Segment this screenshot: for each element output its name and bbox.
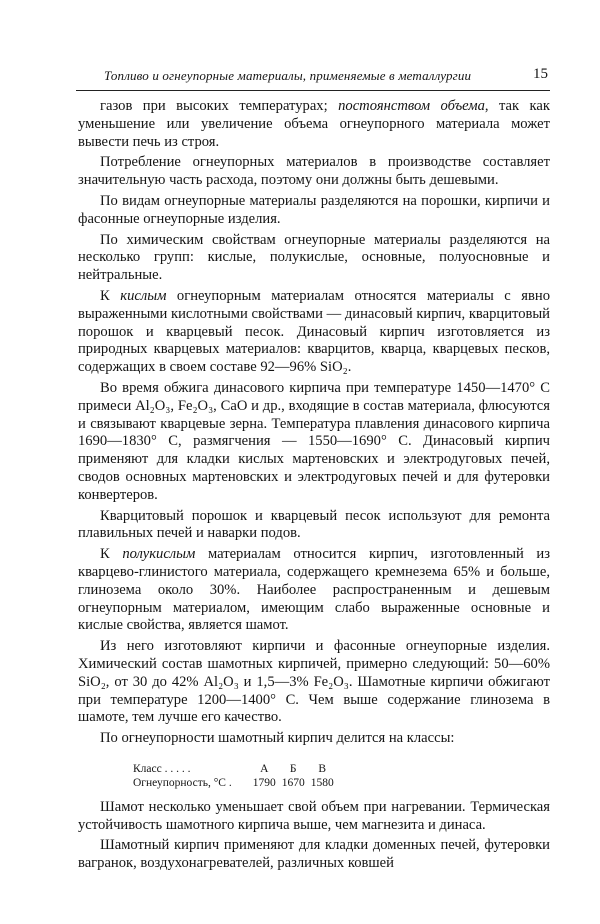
running-title: Топливо и огнеупорные материалы, применяемые в металлургии <box>104 68 472 83</box>
table-row <box>130 762 337 776</box>
paragraph: Кварцитовый порошок и кварцевый песок используют для ремонта плавильных печей и наварки подов. <box>78 507 550 542</box>
class-cell: А <box>260 762 269 775</box>
paragraph: По огнеупорности шамотный кирпич делится на классы: <box>100 730 455 747</box>
value-cell: 1580 <box>310 776 334 789</box>
paragraph: К кислым огнеупорным материалам относятся материалы с явно выраженными кислотными свойствами — динасовый кирпич, кварцитовый порошок и кварцевый песок. Динасовый кирпич изготовляется из природных кварцевых материалов: кварцитов, кварца, кварцевых песков, содержащих в своем составе 92—96% SiO₂. <box>78 287 550 376</box>
paragraph: Во время обжига динасового кирпича при температуре 1450—1470° C примеси Al₂O₃, Fe₂O₃, CaO и др., входящие в состав материала, флюсуются и связывают кварцевые зерна. Температура плавления динасового кирпича 1690—1830° C, размягчения — 1550—1690° C. Динасовый кирпич применяют для кладки кислых мартеновских и электродуговых печей, сводов основных мартеновских и электродуговых печей и для футеровки конвертеров. <box>78 379 550 503</box>
paragraph: Шамотный кирпич применяют для кладки доменных печей, футеровки вагранок, воздухонагревателей, различных ковшей <box>78 837 550 872</box>
class-cell: Б <box>289 762 297 775</box>
emphasis: полукислым <box>122 546 196 563</box>
running-header <box>76 66 550 91</box>
paragraph: Из него изготовляют кирпичи и фасонные огнеупорные изделия. Химический состав шамотных кирпичей, примерно следующий: 50—60% SiO₂, от 30 до 42% Al₂O₃ и 1,5—3% Fe₂O₃. Шамотные кирпичи обжигают при температуре 1200—1400° C. Чем выше содержание глинозема в шамоте, тем лучше его качество. <box>78 638 550 726</box>
paragraph: Шамот несколько уменьшает свой объем при нагревании. Термическая устойчивость шамотного кирпича выше, чем магнезита и динаса. <box>78 798 550 833</box>
value-cell: 1790 <box>252 776 276 789</box>
paragraph: К полукислым материалам относится кирпич, изготовленный из кварцево-глинистого материала, содержащего кремнезема 65% и больше, глинозема около 30%. Наиболее распространенным и дешевым огнеупорным материалом, имеющим слабо выраженные основные и кислые свойства, является шамот. <box>78 546 550 634</box>
class-row-label: Класс . . . . . <box>133 762 191 775</box>
emphasis: кислым <box>120 287 167 304</box>
paragraph: газов при высоких температурах; постоянством объема, так как уменьшение или увеличение объема огнеупорного материала может вывести печь из строя. <box>78 98 550 150</box>
value-cell: 1670 <box>281 776 305 789</box>
paragraph: Потребление огнеупорных материалов в производстве составляет значительную часть расхода, поэтому они должны быть дешевыми. <box>78 154 550 189</box>
page-body <box>78 98 550 876</box>
refractoriness-classes-table <box>130 762 337 790</box>
refractoriness-row-label: Огнеупорность, °C . <box>133 776 232 789</box>
emphasis: постоянством объема <box>338 98 485 114</box>
class-cell: В <box>318 762 327 775</box>
paragraph: По видам огнеупорные материалы разделяются на порошки, кирпичи и фасонные огнеупорные изделия. <box>78 192 550 227</box>
page-number: 15 <box>533 66 548 82</box>
table-row <box>130 776 337 790</box>
paragraph: По химическим свойствам огнеупорные материалы разделяются на несколько групп: кислые, полукислые, основные, полуосновные и нейтральные. <box>78 231 550 284</box>
